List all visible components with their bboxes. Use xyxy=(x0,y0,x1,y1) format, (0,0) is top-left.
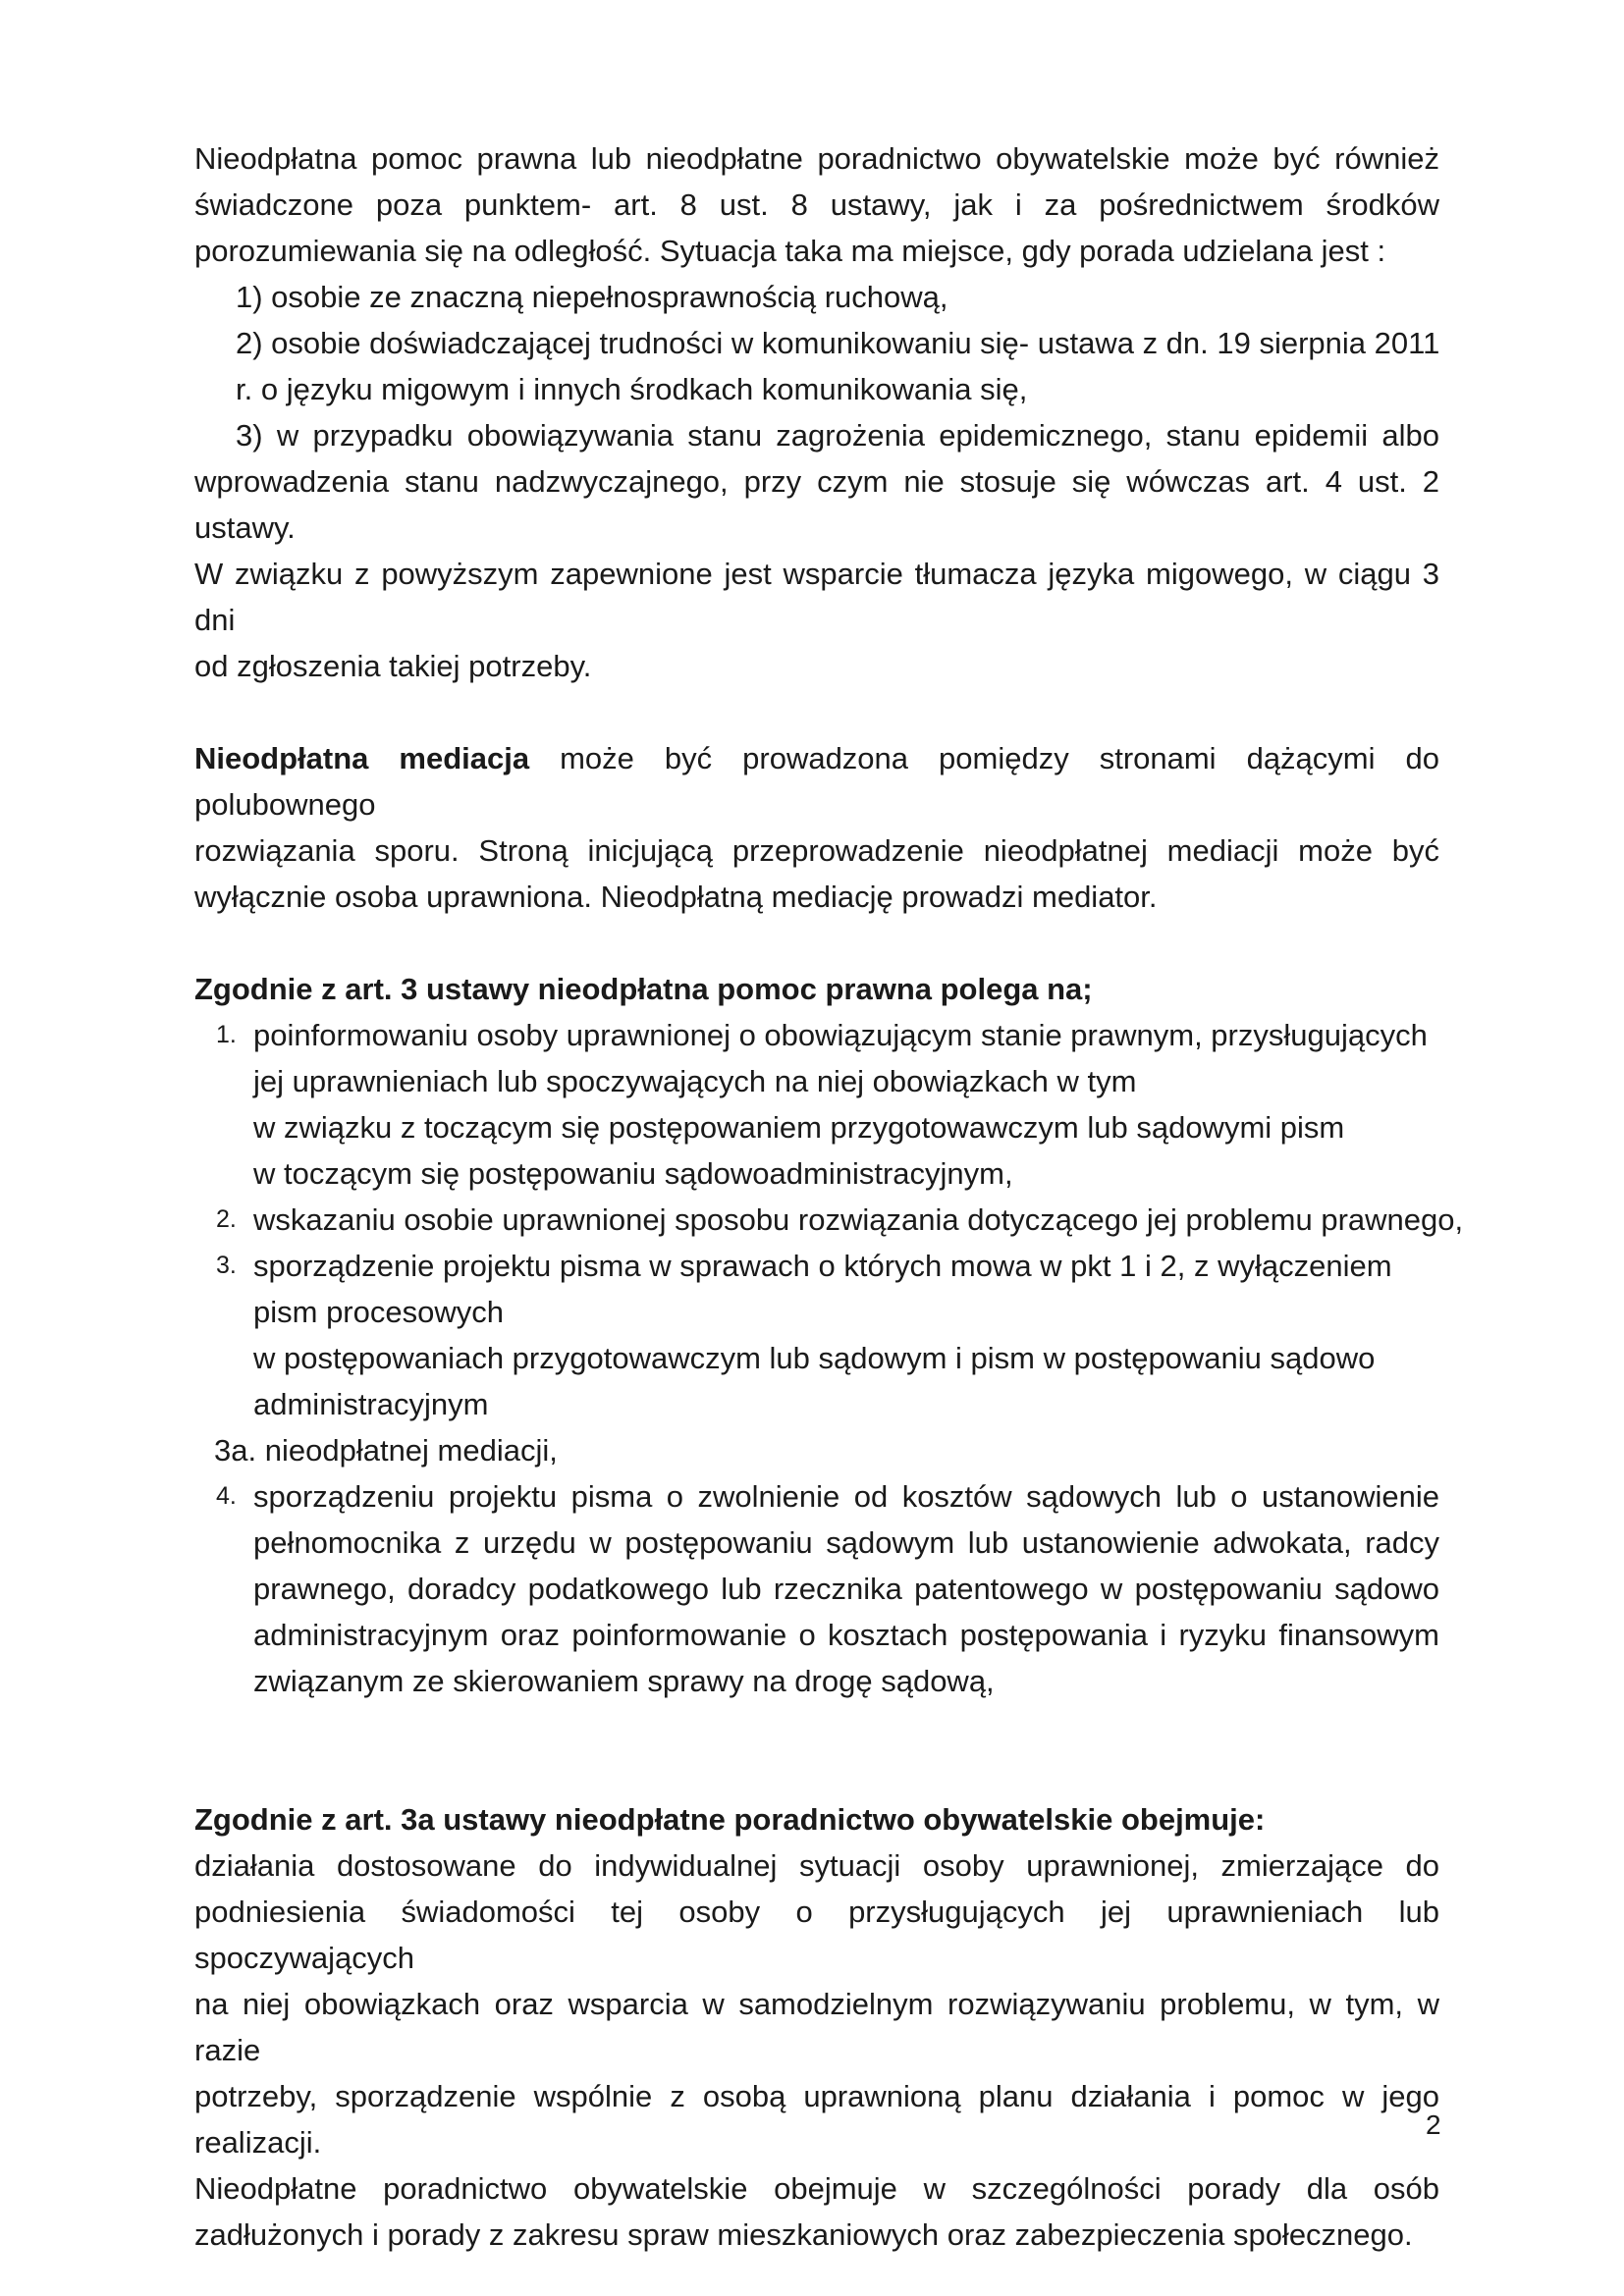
list-item xyxy=(194,1243,1439,1427)
text-line: potrzeby, sporządzenie wspólnie z osobą uprawnioną planu działania i pomoc w jego realizacji. xyxy=(194,2079,1439,2160)
list-item-line: poinformowaniu osoby uprawnionej o obowiązującym stanie prawnym, przysługujących xyxy=(253,1018,1428,1052)
list-number: 2. xyxy=(216,1205,237,1233)
text-line: W związku z powyższym zapewnione jest wsparcie tłumacza języka migowego, w ciągu 3 dni xyxy=(194,557,1439,637)
list-item xyxy=(194,1197,1464,1243)
art3-list xyxy=(194,1012,1464,1704)
remote-item-3: 3) w przypadku obowiązywania stanu zagrożenia epidemicznego, stanu epidemii albo xyxy=(236,418,1439,453)
list-number: 4. xyxy=(216,1482,237,1510)
list-item-line: sporządzenie projektu pisma w sprawach o których mowa w pkt 1 i 2, z wyłączeniem xyxy=(253,1249,1392,1283)
list-item-line xyxy=(194,1427,1439,1473)
list-item-line: prawnego, doradcy podatkowego lub rzecznika patentowego w postępowaniu sądowo xyxy=(253,1572,1439,1606)
remote-assistance-paragraph xyxy=(194,135,1439,689)
list-item-line: wskazaniu osobie uprawnionej sposobu rozwiązania dotyczącego jej problemu prawnego, xyxy=(253,1202,1464,1237)
list-item-text: nieodpłatnej mediacji, xyxy=(264,1433,558,1468)
art3-heading: Zgodnie z art. 3 ustawy nieodpłatna pomoc prawna polega na; xyxy=(194,972,1093,1006)
list-item-line: w związku z toczącym się postępowaniem przygotowawczym lub sądowymi pism xyxy=(253,1110,1345,1145)
list-item-line: sporządzeniu projektu pisma o zwolnienie od kosztów sądowych lub o ustanowienie xyxy=(253,1479,1439,1514)
list-number: 3a. xyxy=(214,1433,257,1468)
text-line xyxy=(194,735,1439,828)
art3a-heading: Zgodnie z art. 3a ustawy nieodpłatne poradnictwo obywatelskie obejmuje: xyxy=(194,1802,1266,1837)
mediation-paragraph xyxy=(194,735,1439,920)
list-item-line: w postępowaniach przygotowawczym lub sądowym i pism w postępowaniu sądowo xyxy=(253,1341,1376,1375)
art3-section xyxy=(194,966,1464,1704)
list-item-line: związanym ze skierowaniem sprawy na drogę sądową, xyxy=(253,1664,995,1698)
list-item-line: administracyjnym oraz poinformowanie o kosztach postępowania i ryzyku finansowym xyxy=(253,1618,1439,1652)
remote-item-2-cont: r. o języku migowym i innych środkach komunikowania się, xyxy=(236,372,1028,406)
list-item-line: pism procesowych xyxy=(253,1295,504,1329)
text-line: rozwiązania sporu. Stroną inicjującą przeprowadzenie nieodpłatnej mediacji może być xyxy=(194,833,1439,868)
mediation-lead-rest: może być prowadzona pomiędzy stronami dążącymi do polubownego xyxy=(194,741,1439,822)
list-item-line: jej uprawnieniach lub spoczywających na niej obowiązkach w tym xyxy=(253,1064,1137,1098)
text-line: Nieodpłatne poradnictwo obywatelskie obejmuje w szczególności porady dla osób xyxy=(194,2171,1439,2206)
text-line: porozumiewania się na odległość. Sytuacja taka ma miejsce, gdy porada udzielana jest : xyxy=(194,234,1386,268)
text-line: Nieodpłatna pomoc prawna lub nieodpłatne poradnictwo obywatelskie może być również xyxy=(194,141,1439,176)
list-item xyxy=(194,1427,1439,1473)
paragraph-spacer xyxy=(194,1750,1439,1796)
remote-item-3-cont: wprowadzenia stanu nadzwyczajnego, przy czym nie stosuje się wówczas art. 4 ust. 2 ustawy. xyxy=(194,464,1439,545)
text-line: na niej obowiązkach oraz wsparcia w samodzielnym rozwiązywaniu problemu, w tym, w razie xyxy=(194,1987,1439,2067)
remote-item-2: 2) osobie doświadczającej trudności w komunikowaniu się- ustawa z dn. 19 sierpnia 2011 xyxy=(236,326,1440,360)
text-line: działania dostosowane do indywidualnej sytuacji osoby uprawnionej, zmierzające do xyxy=(194,1848,1439,1883)
text-line: świadczone poza punktem- art. 8 ust. 8 ustawy, jak i za pośrednictwem środków xyxy=(194,187,1439,222)
text-line: wyłącznie osoba uprawniona. Nieodpłatną mediację prowadzi mediator. xyxy=(194,880,1158,914)
paragraph-spacer xyxy=(194,1704,1439,1750)
list-item xyxy=(194,1473,1439,1704)
list-item xyxy=(194,1012,1439,1197)
list-item-line: pełnomocnika z urzędu w postępowaniu sądowym lub ustanowienie adwokata, radcy xyxy=(253,1525,1439,1560)
list-item-line: w toczącym się postępowaniu sądowoadministracyjnym, xyxy=(253,1156,1013,1191)
text-line: podniesienia świadomości tej osoby o przysługujących jej uprawnieniach lub spoczywających xyxy=(194,1895,1439,1975)
document-page xyxy=(194,135,1464,2258)
page-number: 2 xyxy=(1426,2109,1441,2140)
mediation-lead: Nieodpłatna mediacja xyxy=(194,741,530,775)
art3a-section xyxy=(194,1796,1439,2258)
remote-item-1: 1) osobie ze znaczną niepełnosprawnością ruchową, xyxy=(236,280,948,314)
list-item-line: administracyjnym xyxy=(253,1387,489,1421)
list-number: 3. xyxy=(216,1252,237,1279)
paragraph-spacer xyxy=(194,689,1439,735)
text-line: od zgłoszenia takiej potrzeby. xyxy=(194,649,592,683)
text-line: zadłużonych i porady z zakresu spraw mieszkaniowych oraz zabezpieczenia społecznego. xyxy=(194,2217,1413,2252)
list-number: 1. xyxy=(216,1021,237,1048)
paragraph-spacer xyxy=(194,920,1439,966)
